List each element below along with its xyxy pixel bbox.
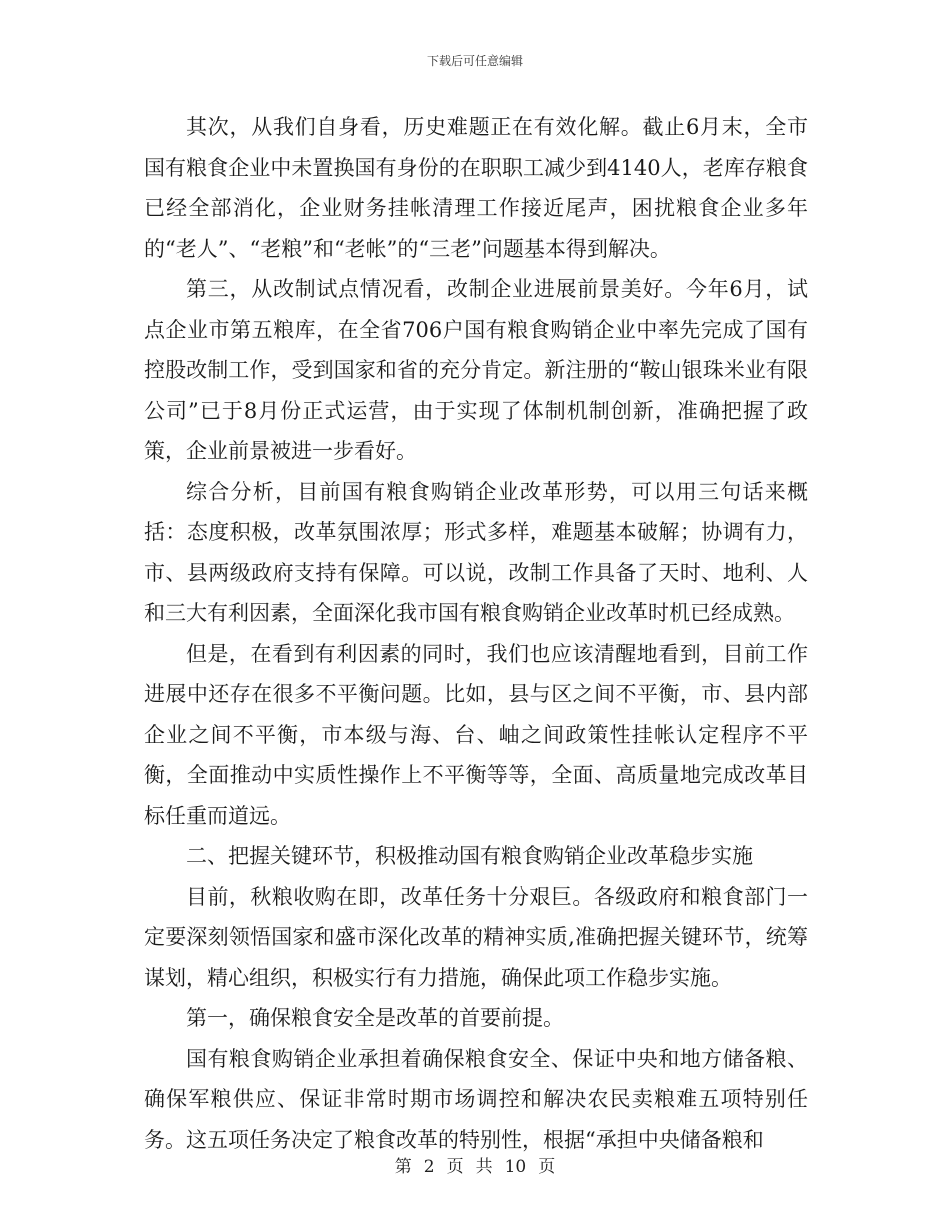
paragraph-5: 目前，秋粮收购在即，改革任务十分艰巨。各级政府和粮食部门一定要深刻领悟国家和盛市深化改革的精神实质,准确把握关键环节，统筹谋划，精心组织，积极实行有力措施，确保此项工作稳步实施。 bbox=[144, 884, 808, 990]
document-body bbox=[144, 107, 808, 1160]
page-footer bbox=[0, 1152, 950, 1177]
paragraph-1: 其次，从我们自身看，历史难题正在有效化解。截止6月末，全市国有粮食企业中未置换国有身份的在职职工减少到4140人，老库存粮食已经全部消化，企业财务挂帐清理工作接近尾声，困扰粮食企业多年的“老人”、“老粮”和“老帐”的“三老”问题基本得到解决。 bbox=[144, 115, 808, 261]
paragraph-7: 国有粮食购销企业承担着确保粮食安全、保证中央和地方储备粮、确保军粮供应、保证非常时期市场调控和解决农民卖粮难五项特别任务。这五项任务决定了粮食改革的特别性，根据“承担中央储备粮和 bbox=[144, 1046, 808, 1152]
footer-prefix: 第 bbox=[394, 1157, 412, 1177]
paragraph-4: 但是，在看到有利因素的同时，我们也应该清醒地看到，目前工作进展中还存在很多不平衡问题。比如，县与区之间不平衡，市、县内部企业之间不平衡，市本级与海、台、岫之间政策性挂帐认定程序不平衡，全面推动中实质性操作上不平衡等等，全面、高质量地完成改革目标任重而道远。 bbox=[144, 641, 808, 828]
paragraph-6: 第一，确保粮食安全是改革的首要前提。 bbox=[186, 1006, 564, 1030]
footer-current-page: 2 bbox=[423, 1157, 435, 1177]
footer-total-pages: 10 bbox=[504, 1157, 527, 1177]
paragraph-2: 第三，从改制试点情况看，改制企业进展前景美好。今年6月，试点企业市第五粮库，在全省706户国有粮食购销企业中率先完成了国有控股改制工作，受到国家和省的充分肯定。新注册的“鞍山银珠米业有限公司”已于8月份正式运营，由于实现了体制机制创新，准确把握了政策，企业前景被进一步看好。 bbox=[144, 277, 808, 463]
footer-suffix: 页 bbox=[538, 1157, 556, 1177]
page-header: 下载后可任意编辑 bbox=[426, 54, 523, 68]
paragraph-3: 综合分析，目前国有粮食购销企业改革形势，可以用三句话来概括：态度积极，改革氛围浓厚；形式多样，难题基本破解；协调有力，市、县两级政府支持有保障。可以说，改制工作具备了天时、地利、人和三大有利因素，全面深化我市国有粮食购销企业改革时机已经成熟。 bbox=[144, 479, 808, 625]
footer-total-word: 共 bbox=[475, 1157, 493, 1177]
footer-page-word: 页 bbox=[446, 1157, 464, 1177]
section-heading: 二、把握关键环节，积极推动国有粮食购销企业改革稳步实施 bbox=[186, 844, 753, 868]
